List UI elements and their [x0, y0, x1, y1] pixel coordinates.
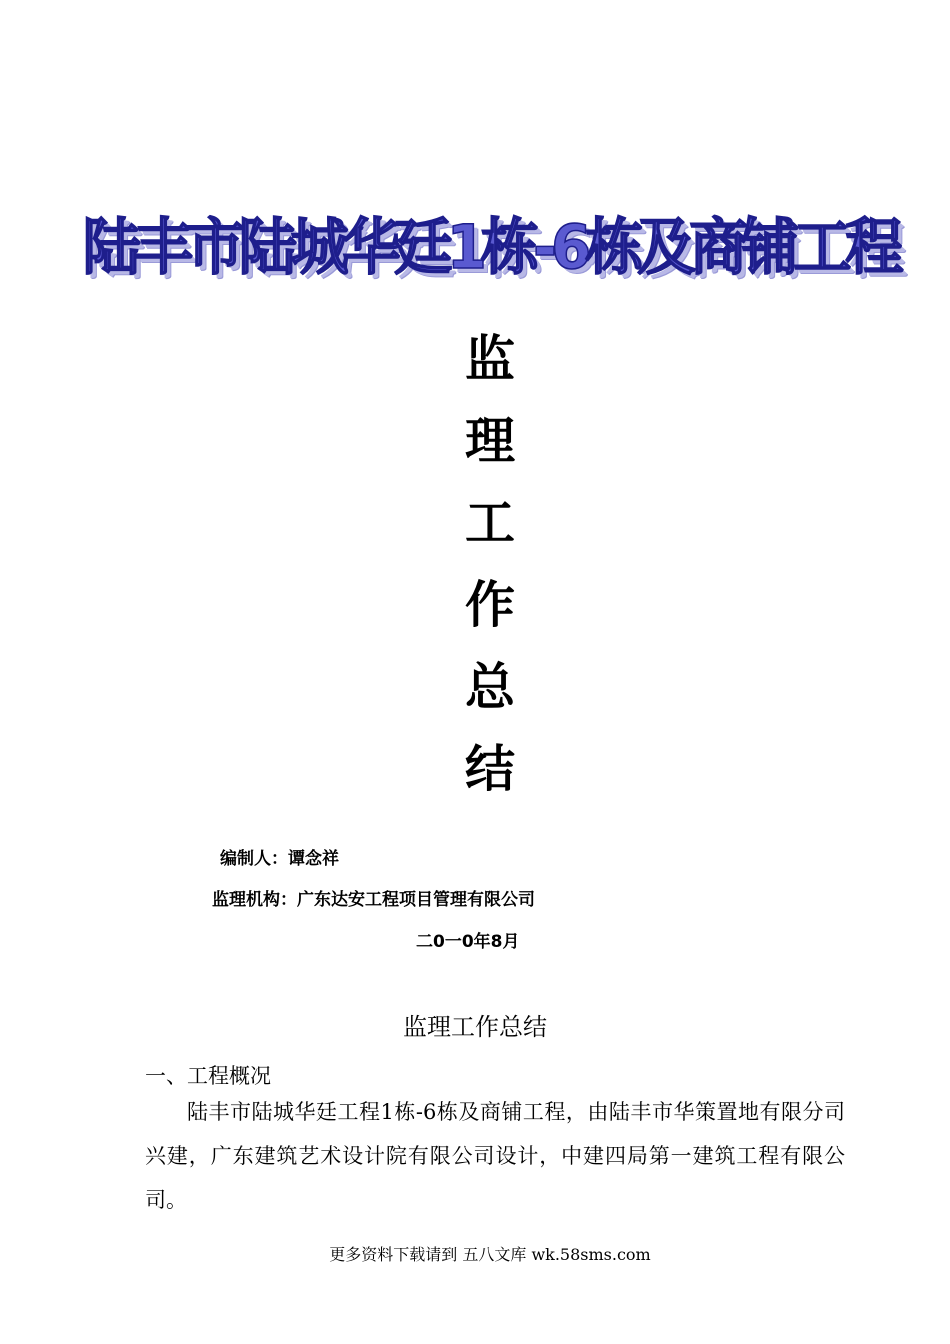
report-title: [440, 318, 540, 810]
report-title-char: 监: [465, 330, 515, 388]
body-paragraph: 陆丰市陆城华廷工程1栋-6栋及商铺工程，由陆丰市华策置地有限分司兴建，广东建筑艺术设计院有限公司设计，中建四局第一建筑工程有限公司。: [145, 1100, 845, 1212]
date-line: 二0一0年8月: [416, 932, 520, 952]
organization-line: 监理机构：广东达安工程项目管理有限公司: [212, 890, 535, 910]
section-heading: 监理工作总结: [403, 1013, 547, 1041]
report-title-char: 作: [465, 576, 515, 634]
compiler-line: 编制人：谭念祥: [220, 849, 339, 869]
report-title-char: 结: [465, 740, 515, 798]
footer-text: 更多资料下载请到 五八文库 wk.58sms.com: [329, 1245, 651, 1264]
report-title-char: 总: [465, 658, 515, 716]
report-title-char: 工: [465, 494, 515, 552]
subheading: 一、工程概况: [145, 1064, 271, 1088]
report-title-char: 理: [465, 412, 515, 470]
project-title: 陆丰市陆城华廷1栋-6栋及商铺工程: [82, 211, 898, 283]
